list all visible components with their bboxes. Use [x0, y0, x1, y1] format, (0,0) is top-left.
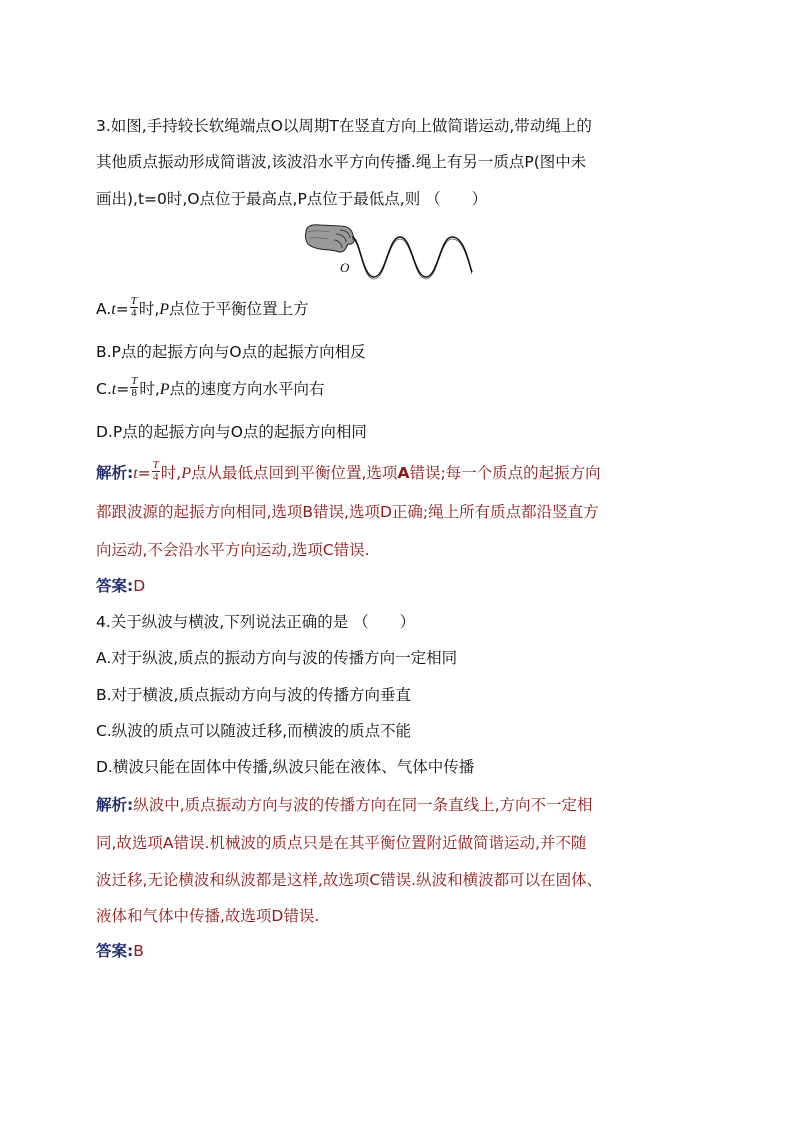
q3-answer-value: D — [133, 577, 146, 595]
q4-stem: 4.关于纵波与横波,下列说法正确的是 （ ） — [96, 613, 416, 631]
q4-analysis-text-1: 纵波中,质点振动方向与波的传播方向在同一条直线上,方向不一定相 — [133, 796, 593, 814]
q3-option-b: B.P点的起振方向与O点的起振方向相反 — [96, 343, 366, 361]
q3-option-c: C.t= $\frac{T}{8}$ 时,P点的速度方向水平向右 — [96, 375, 325, 399]
q3-answer: 答案:D — [96, 577, 146, 595]
q4-analysis-line-1: 解析:纵波中,质点振动方向与波的传播方向在同一条直线上,方向不一定相 — [96, 796, 593, 814]
q4-option-b: B.对于横波,质点振动方向与波的传播方向垂直 — [96, 686, 411, 704]
q3-option-a: A.t= $\frac{T}{4}$ 时,P点位于平衡位置上方 — [96, 295, 309, 319]
q4-option-c: C.纵波的质点可以随波迁移,而横波的质点不能 — [96, 722, 412, 740]
q4-answer-value: B — [133, 942, 144, 960]
q3-analysis-line-2: 都跟波源的起振方向相同,选项B错误,选项D正确;绳上所有质点都沿竖直方 — [96, 503, 599, 521]
q4-option-a: A.对于纵波,质点的振动方向与波的传播方向一定相同 — [96, 649, 458, 667]
q3-stem-line-1: 3.如图,手持较长软绳端点O以周期T在竖直方向上做简谐运动,带动绳上的 — [96, 117, 592, 135]
q4-analysis-line-2: 同,故选项A错误.机械波的质点只是在其平衡位置附近做简谐运动,并不随 — [96, 834, 587, 852]
q3-stem-line-3: 画出),t=0时,O点位于最高点,P点位于最低点,则 （ ） — [96, 190, 488, 208]
q4-option-d: D.横波只能在固体中传播,纵波只能在液体、气体中传播 — [96, 758, 475, 776]
point-o-label: O — [340, 260, 350, 275]
q3-analysis-line-1: 解析:t= $\frac{T}{4}$ 时,P点从最低点回到平衡位置,选项A错误;每一个质点的起振方向 — [96, 459, 601, 483]
q4-analysis-line-4: 液体和气体中传播,故选项D错误. — [96, 907, 320, 925]
q3-option-d: D.P点的起振方向与O点的起振方向相同 — [96, 423, 367, 441]
hand-icon — [305, 225, 354, 252]
hand-rope-wave-figure — [300, 220, 500, 280]
q4-answer: 答案:B — [96, 942, 144, 960]
q3-stem-line-2: 其他质点振动形成简谐波,该波沿水平方向传播.绳上有另一质点P(图中未 — [96, 153, 587, 171]
q4-analysis-line-3: 波迁移,无论横波和纵波都是这样,故选项C错误.纵波和横波都可以在固体、 — [96, 871, 603, 889]
q3-analysis-line-3: 向运动,不会沿水平方向运动,选项C错误. — [96, 541, 370, 559]
